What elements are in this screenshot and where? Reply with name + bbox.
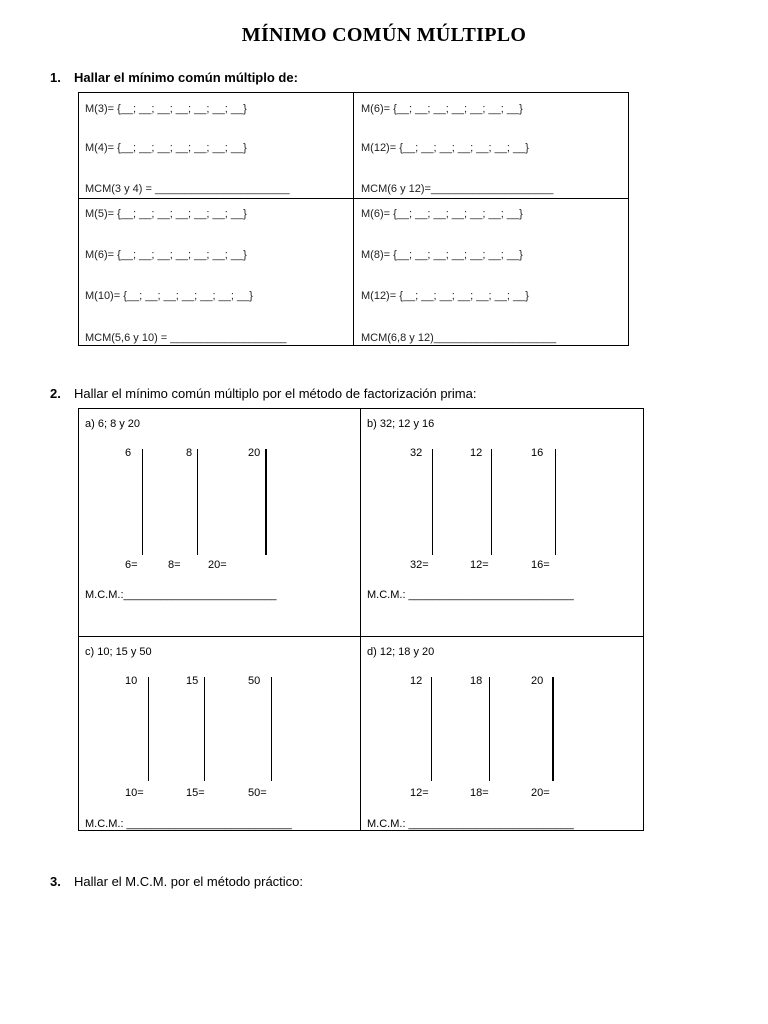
- exercise-b: [361, 409, 642, 636]
- number: 12: [470, 447, 483, 459]
- multiples-line: M(6)= {__; __; __; __; __; __; __}: [361, 103, 523, 115]
- mcm-answer-line: MCM(6,8 y 12)____________________: [361, 332, 557, 344]
- number: 20: [531, 675, 544, 687]
- division-bar: [142, 449, 143, 555]
- division-bar: [271, 677, 272, 781]
- multiples-line: M(10)= {__; __; __; __; __; __; __}: [85, 290, 253, 302]
- result-label: 15=: [186, 787, 205, 799]
- result-label: 12=: [410, 787, 429, 799]
- mcm-answer-line: M.C.M.: ___________________________: [85, 818, 292, 830]
- question-1: [50, 70, 298, 85]
- mcm-answer-line: M.C.M.: ___________________________: [367, 589, 574, 601]
- division-bar: [491, 449, 492, 555]
- result-label: 12=: [470, 559, 489, 571]
- table-divider-horizontal: [79, 198, 628, 199]
- result-label: 6=: [125, 559, 138, 571]
- division-bar: [489, 677, 490, 781]
- mcm-answer-line: M.C.M.: ___________________________: [367, 818, 574, 830]
- division-bar: [148, 677, 149, 781]
- question-text: Hallar el mínimo común múltiplo por el método de factorización prima:: [74, 386, 477, 401]
- number: 10: [125, 675, 138, 687]
- question-text: Hallar el mínimo común múltiplo de:: [74, 70, 298, 85]
- number: 18: [470, 675, 483, 687]
- number: 15: [186, 675, 199, 687]
- number: 12: [410, 675, 423, 687]
- division-bar: [265, 449, 267, 555]
- result-label: 10=: [125, 787, 144, 799]
- question-text: Hallar el M.C.M. por el método práctico:: [74, 874, 304, 889]
- division-bar: [431, 677, 432, 781]
- multiples-line: M(6)= {__; __; __; __; __; __; __}: [85, 249, 247, 261]
- question-3: [50, 874, 303, 889]
- exercise-label: a) 6; 8 y 20: [85, 418, 141, 430]
- mcm-answer-line: M.C.M.:_________________________: [85, 589, 277, 601]
- question-number: 2.: [50, 386, 61, 401]
- exercise-d: [361, 637, 642, 864]
- exercise-a: [79, 409, 360, 636]
- number: 6: [125, 447, 132, 459]
- question-number: 1.: [50, 70, 61, 85]
- result-label: 18=: [470, 787, 489, 799]
- exercise-label: c) 10; 15 y 50: [85, 646, 152, 658]
- number: 16: [531, 447, 544, 459]
- page-title: MÍNIMO COMÚN MÚLTIPLO: [241, 24, 527, 46]
- question-2: [50, 386, 476, 401]
- division-bar: [552, 677, 554, 781]
- number: 8: [186, 447, 193, 459]
- result-label: 8=: [168, 559, 181, 571]
- table-divider-vertical: [353, 93, 354, 345]
- multiples-line: M(12)= {__; __; __; __; __; __; __}: [361, 142, 529, 154]
- multiples-line: M(3)= {__; __; __; __; __; __; __}: [85, 103, 247, 115]
- mcm-answer-line: MCM(5,6 y 10) = ___________________: [85, 332, 287, 344]
- number: 20: [248, 447, 261, 459]
- division-bar: [204, 677, 205, 781]
- multiples-line: M(6)= {__; __; __; __; __; __; __}: [361, 208, 523, 220]
- division-bar: [432, 449, 433, 555]
- exercise-c: [79, 637, 360, 864]
- result-label: 20=: [208, 559, 227, 571]
- exercise-label: d) 12; 18 y 20: [367, 646, 435, 658]
- multiples-line: M(5)= {__; __; __; __; __; __; __}: [85, 208, 247, 220]
- number: 32: [410, 447, 423, 459]
- result-label: 50=: [248, 787, 267, 799]
- question-number: 3.: [50, 874, 61, 889]
- multiples-line: M(12)= {__; __; __; __; __; __; __}: [361, 290, 529, 302]
- multiples-line: M(4)= {__; __; __; __; __; __; __}: [85, 142, 247, 154]
- exercise-label: b) 32; 12 y 16: [367, 418, 435, 430]
- mcm-answer-line: MCM(6 y 12)=____________________: [361, 183, 554, 195]
- number: 50: [248, 675, 261, 687]
- multiples-line: M(8)= {__; __; __; __; __; __; __}: [361, 249, 523, 261]
- result-label: 20=: [531, 787, 550, 799]
- result-label: 16=: [531, 559, 550, 571]
- factorization-table: [78, 408, 644, 831]
- division-bar: [555, 449, 556, 555]
- multiples-table: [78, 92, 629, 346]
- result-label: 32=: [410, 559, 429, 571]
- mcm-answer-line: MCM(3 y 4) = ______________________: [85, 183, 290, 195]
- division-bar: [197, 449, 198, 555]
